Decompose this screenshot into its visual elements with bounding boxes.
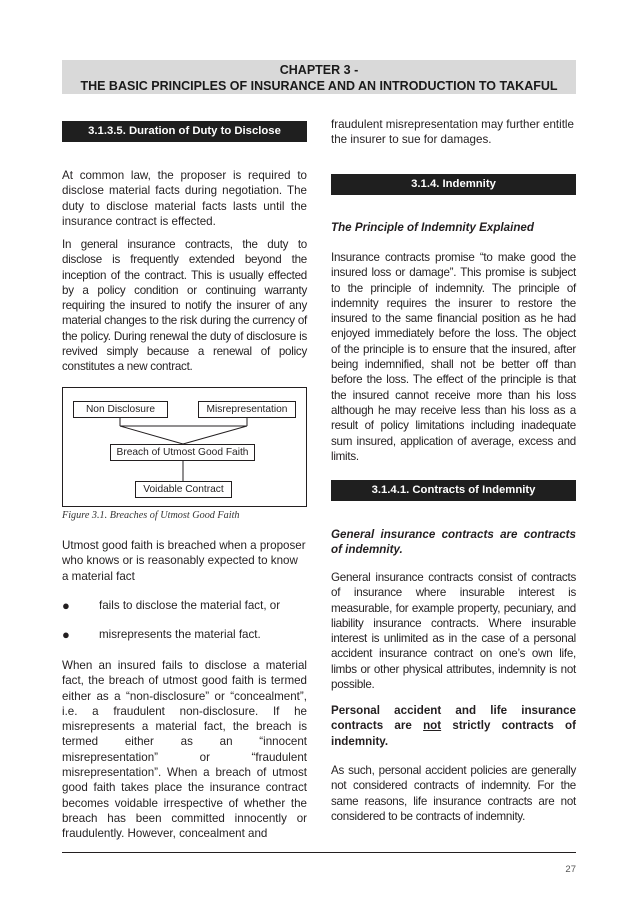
paragraph-principle-of-indemnity: Insurance contracts promise “to make good the insured loss or damage”. This promise is subject to the principle of indemnity. The principle of indemnity requires the insurer to restore the insured to the same financial position as he had enjoyed immediately before the loss. The object of the principle is to ensure that the insured, after being indemnified, shall not be better off than before the loss. The effect of the principle is that the insured cannot receive more than his loss although he may receive less than his loss as a result of policy limitations including inadequate sum insured, application of average, excess and limits. (331, 251, 576, 463)
paragraph-continuation: fraudulent misrepresentation may further entitle the insurer to sue for damages. (331, 118, 574, 147)
bullet-text: fails to disclose the material fact, or (99, 599, 281, 612)
breach-diagram (62, 387, 307, 507)
footer-rule (62, 852, 576, 853)
paragraph-general-insurance-duty: In general insurance contracts, the duty to disclose is frequently extended beyond the inception of the contract. This is usually effected by a policy condition or continuing warranty requiring the insured to notify the insurer of any material changes to the risk during the currency of the policy. During renewal the duty of disclosure is revived simply because a renewal of policy constitutes a new contract. (62, 238, 307, 374)
bullet-item (0, 627, 320, 643)
figure-caption: Figure 3.1. Breaches of Utmost Good Faith (62, 510, 240, 521)
box-voidable-contract: Voidable Contract (135, 481, 232, 498)
chapter-number: CHAPTER 3 - (279, 63, 359, 77)
subheading-principle-of-indemnity: The Principle of Indemnity Explained (331, 221, 534, 234)
subheading-pa-part2: strictly contracts of indemnity. (331, 719, 576, 748)
box-misrepresentation: Misrepresentation (198, 401, 296, 418)
paragraph-breach-terms: When an insured fails to disclose a material fact, the breach of utmost good faith is termed either as a “non-disclosure” or “concealment”, i.e. a fraudulent non-disclosure. If he misrepresents a material fact, the breach is termed either as an “innocent misrepresentation” or “fraudulent misrepresentation”. When a breach of utmost good faith takes place the insurance contract becomes voidable irrespective of whether the breach has been committed innocently or fraudulently. However, concealment and (62, 659, 307, 841)
page-number: 27 (565, 864, 576, 875)
subheading-general-insurance: General insurance contracts are contracts of indemnity. (331, 528, 576, 557)
paragraph-personal-accident: As such, personal accident policies are generally not considered contracts of indemnity. For the same reasons, life insurance contracts are not considered to be contracts of indemnity. (331, 764, 576, 823)
connector-right-diagonal (183, 426, 247, 444)
bullet-text: misrepresents the material fact. (99, 628, 261, 641)
paragraph-common-law: At common law, the proposer is required to disclose material facts during negotiation. The duty to disclose material facts lasts until the insurance contract is effected. (62, 169, 307, 228)
bullet-dot: ● (62, 627, 70, 642)
paragraph-general-insurance: General insurance contracts consist of contracts of insurance where insurable interest is measurable, for example property, pecuniary, and liability insurance contracts. Where insurable interest is unlimited as in the case of a personal accident insurance contract on one’s own life, limbs or other physical attributes, indemnity is not possible. (331, 571, 576, 692)
section-heading-contracts-of-indemnity: 3.1.4.1. Contracts of Indemnity (331, 480, 576, 501)
box-breach-utmost-good-faith: Breach of Utmost Good Faith (110, 444, 255, 461)
paragraph-utmost-good-faith: Utmost good faith is breached when a proposer who knows or is reasonably expected to know a material fact (62, 539, 306, 583)
section-heading-duration: 3.1.3.5. Duration of Duty to Disclose (62, 121, 307, 142)
bullet-item (0, 598, 320, 614)
subheading-pa-not: not (423, 719, 442, 733)
section-heading-indemnity: 3.1.4. Indemnity (331, 174, 576, 195)
bullet-dot: ● (62, 598, 70, 613)
box-non-disclosure: Non Disclosure (73, 401, 168, 418)
subheading-personal-accident (331, 703, 576, 749)
subheading-pa-part1: Personal accident and life insurance contracts are (331, 704, 576, 733)
connector-left-diagonal (120, 426, 183, 444)
chapter-title: THE BASIC PRINCIPLES OF INSURANCE AND AN INTRODUCTION TO TAKAFUL (80, 79, 558, 93)
chapter-banner (62, 60, 576, 94)
